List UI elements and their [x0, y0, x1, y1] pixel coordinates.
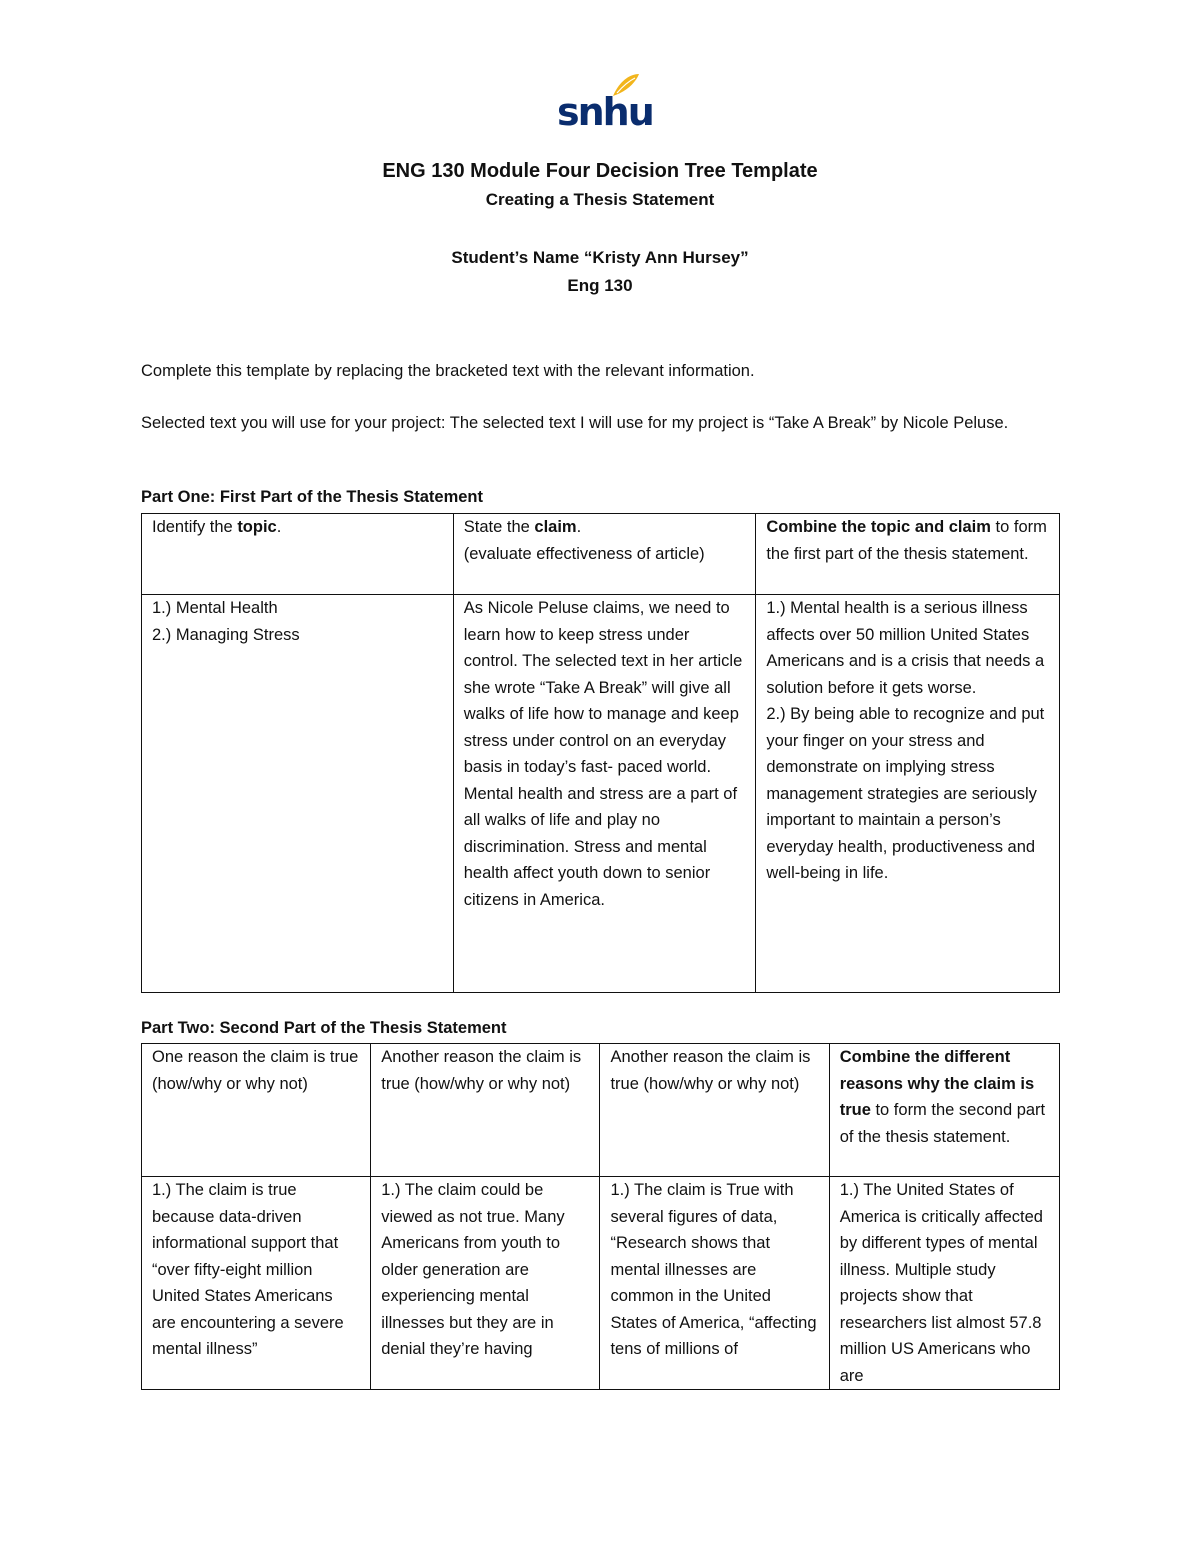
table-header-row: [142, 514, 1060, 595]
part-one-table: [141, 513, 1060, 993]
instructions-text: Complete this template by replacing the bracketed text with the relevant information.: [141, 362, 755, 380]
list-item: 1.) Mental health is a serious illness affects over 50 million United States Americans and is a crisis that needs a solution before it gets worse.: [766, 599, 1045, 697]
topic-cell: [142, 595, 454, 993]
course-code: Eng 130: [567, 276, 633, 295]
topic-header-cell: Identify the topic.: [142, 514, 454, 595]
claim-header-cell: State the claim. (evaluate effectiveness of article): [453, 514, 756, 595]
combine-header-cell: Combine the topic and claim to form the first part of the thesis statement.: [756, 514, 1060, 595]
part-two-table: [141, 1043, 1060, 1390]
table-row: [142, 595, 1060, 993]
combine-reasons-cell: 1.) The United States of America is critically affected by different types of mental illness. Multiple study projects show that researchers list almost 57.8 million US Americans who are: [829, 1177, 1059, 1390]
snhu-logo: [553, 72, 653, 134]
claim-cell: As Nicole Peluse claims, we need to learn how to keep stress under control. The selected text in her article she wrote “Take A Break” will give all walks of life how to manage and keep stress under control on an everyday basis in today’s fast- paced world. Mental health and stress are a part of all walks of life and play no discrimination. Stress and mental health affect youth down to senior citizens in America.: [453, 595, 756, 993]
page-subtitle: Creating a Thesis Statement: [485, 190, 715, 209]
reason-one-header-cell: One reason the claim is true (how/why or why not): [142, 1044, 371, 1177]
reason-one-cell: 1.) The claim is true because data-driven informational support that “over fifty-eight million United States Americans are encountering a severe mental illness”: [142, 1177, 371, 1390]
page-title: ENG 130 Module Four Decision Tree Template: [382, 160, 818, 182]
part-two-heading: Part Two: Second Part of the Thesis Statement: [141, 1019, 507, 1037]
student-name: Student’s Name “Kristy Ann Hursey”: [451, 248, 749, 267]
logo-text: snhu: [557, 90, 653, 134]
table-row: [142, 1177, 1060, 1390]
reason-two-cell: 1.) The claim could be viewed as not true. Many Americans from youth to older generation are experiencing mental illnesses but they are in denial they’re having: [371, 1177, 600, 1390]
reason-three-header-cell: Another reason the claim is true (how/why or why not): [600, 1044, 829, 1177]
table-header-row: [142, 1044, 1060, 1177]
combine-cell: [756, 595, 1060, 993]
combine-reasons-header-cell: Combine the different reasons why the claim is true to form the second part of the thesis statement.: [829, 1044, 1059, 1177]
list-item: 2.) By being able to recognize and put your finger on your stress and demonstrate on implying stress management strategies are seriously important to maintain a person’s everyday health, productiveness and well-being in life.: [766, 705, 1045, 882]
reason-two-header-cell: Another reason the claim is true (how/why or why not): [371, 1044, 600, 1177]
part-one-heading: Part One: First Part of the Thesis Statement: [141, 488, 483, 506]
reason-three-cell: 1.) The claim is True with several figures of data, “Research shows that mental illnesses are common in the United States of America, “affecting tens of millions of: [600, 1177, 829, 1390]
selected-text-paragraph: Selected text you will use for your project: The selected text I will use for my project is “Take A Break” by Nicole Peluse.: [141, 414, 1009, 432]
list-item: 1.) Mental Health: [152, 599, 278, 617]
list-item: 2.) Managing Stress: [152, 625, 300, 644]
